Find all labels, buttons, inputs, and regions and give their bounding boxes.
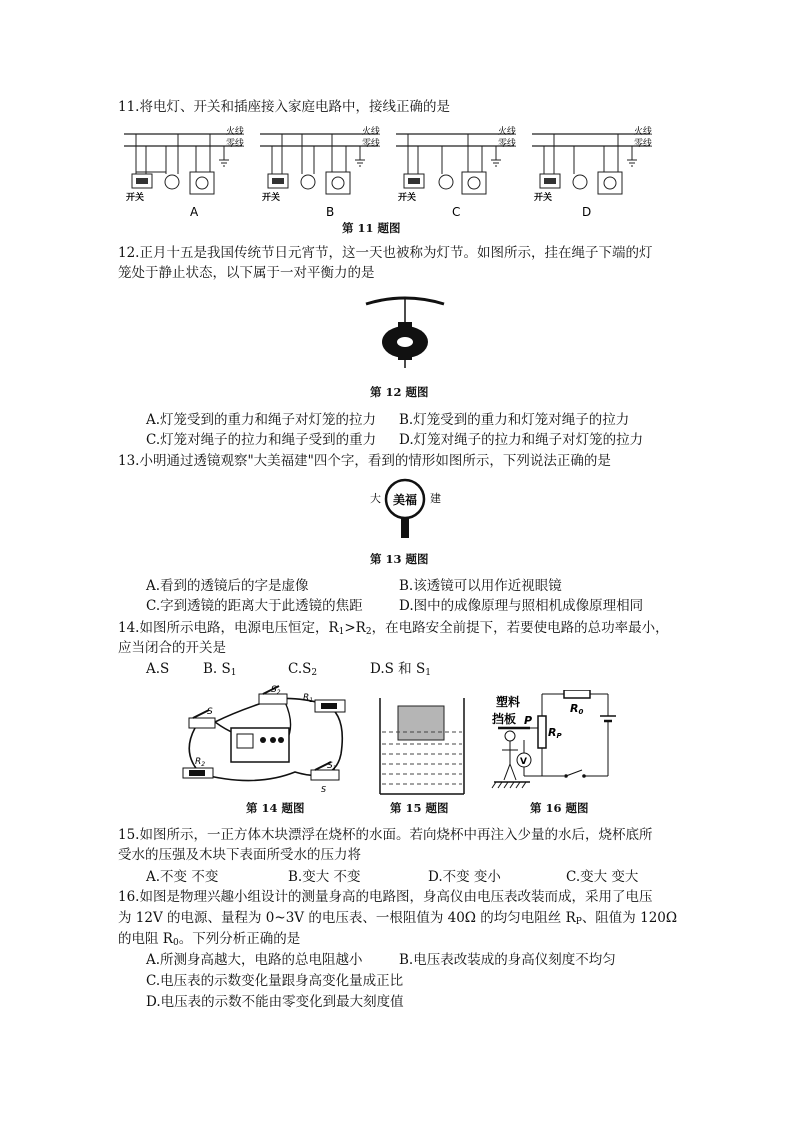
switch-s-icon (189, 718, 215, 728)
q15-stem-line1: 15.如图所示，一正方体木块漂浮在烧杯的水面。若向烧杯中再注入少量的水后，烧杯底所 (118, 827, 653, 843)
power-supply-icon (231, 728, 289, 762)
q15-stem-line2: 受水的压强及木块下表面所受水的压力将 (118, 847, 361, 863)
q14-label-r1: $R_2$ (195, 757, 206, 768)
person-icon (505, 731, 515, 741)
q11-option-a: A (190, 205, 199, 219)
q11-switch-label: 开关 (398, 193, 417, 203)
q13-stem: 13.小明通过透镜观察"大美福建"四个字，看到的情形如图所示，下列说法正确的是 (118, 453, 611, 469)
q13-char-left: 大 (370, 492, 381, 505)
q14-label-r2: $R_1$ (303, 693, 314, 704)
q12-option-a: A.灯笼受到的重力和绳子对灯笼的拉力 (146, 412, 377, 428)
q11-circuit-a (124, 125, 244, 219)
resistor-r0-icon (564, 690, 590, 698)
q14-label-s2: $S_2$ (271, 685, 281, 696)
q13-char-right: 建 (430, 492, 441, 505)
q11-neutral-label: 零线 (634, 139, 653, 149)
q16-stem-line1: 16.如图是物理兴趣小组设计的测量身高的电路图，身高仪由电压表改装而成，采用了电压 (118, 889, 653, 905)
q11-live-label: 火线 (362, 127, 381, 137)
q14-circuit-figure (175, 684, 355, 796)
q11-bulb-icon (301, 175, 315, 189)
q14-label-s: S (207, 707, 213, 717)
q16-label-p: P (524, 714, 533, 727)
q11-switch-label: 开关 (262, 193, 281, 203)
q15-option-a: A.不变 不变 (146, 869, 219, 885)
q11-caption: 第 11 题图 (342, 221, 401, 235)
q16-caption: 第 16 题图 (530, 801, 589, 815)
q13-char-mid: 美福 (393, 493, 418, 507)
q11-neutral-label: 零线 (362, 139, 381, 149)
q13-option-c: C.字到透镜的距离大于此透镜的焦距 (146, 598, 363, 614)
q11-socket-icon (462, 172, 486, 194)
q16-label-r0: R0 (570, 702, 584, 716)
q16-option-d: D.电压表的示数不能由零变化到最大刻度值 (146, 994, 404, 1010)
q11-neutral-label: 零线 (226, 139, 245, 149)
q11-circuit-c (396, 125, 516, 219)
q13-option-b: B.该透镜可以用作近视眼镜 (399, 578, 562, 594)
q11-socket-icon (326, 172, 350, 194)
q15-caption: 第 15 题图 (390, 801, 449, 815)
q14-stem-line2: 应当闭合的开关是 (118, 640, 226, 656)
q11-option-d: D (582, 205, 592, 219)
q16-option-b: B.电压表改装成的身高仪刻度不均匀 (399, 952, 616, 968)
q15-option-b: B.变大 不变 (288, 869, 361, 885)
q14-option-c: $C.S_2$ (288, 661, 318, 678)
wood-block-icon (398, 706, 444, 740)
q13-option-a: A.看到的透镜后的字是虚像 (146, 578, 309, 594)
q11-neutral-label: 零线 (498, 139, 517, 149)
q14-caption: 第 14 题图 (246, 801, 305, 815)
q14-stem-line1: 14.如图所示电路，电源电压恒定，$R_1>R_2$，在电路安全前提下，若要使电路的总功率最小， (118, 620, 669, 637)
q16-label-plastic: 塑料 (496, 695, 521, 709)
q11-live-label: 火线 (226, 127, 245, 137)
q16-stem-line2: 为 12V 的电源、量程为 0~3V 的电压表、一根阻值为 40Ω 的均匀电阻丝 $R_P$、阻值为 120Ω (118, 910, 678, 927)
q14-option-d: D.S 和 $S_1$ (370, 661, 431, 678)
q14-option-a: A.S (146, 661, 170, 677)
q11-socket-icon (190, 172, 214, 194)
q11-stem: 11.将电灯、开关和插座接入家庭电路中，接线正确的是 (118, 99, 450, 115)
q11-option-c: C (452, 205, 461, 219)
q16-circuit-figure (490, 690, 620, 798)
q13-caption: 第 13 题图 (370, 552, 429, 566)
q16-option-a: A.所测身高越大，电路的总电阻越小 (146, 952, 363, 968)
q16-label-v: V (520, 757, 527, 767)
q11-socket-icon (598, 172, 622, 194)
q11-option-b: B (326, 205, 335, 219)
q11-switch-label: 开关 (534, 193, 553, 203)
q12-stem-line2: 笼处于静止状态，以下属于一对平衡力的是 (118, 265, 375, 281)
q16-stem-line3: 的电阻 $R_0$。下列分析正确的是 (118, 931, 301, 948)
q11-bulb-icon (165, 175, 179, 189)
q11-switch-label: 开关 (126, 193, 145, 203)
q12-option-b: B.灯笼受到的重力和灯笼对绳子的拉力 (399, 412, 630, 428)
q11-figure (118, 124, 658, 220)
q11-circuit-b (260, 125, 380, 219)
q11-bulb-icon (439, 175, 453, 189)
q15-option-d: D.不变 变小 (428, 869, 501, 885)
q16-option-c: C.电压表的示数变化量跟身高变化量成正比 (146, 973, 404, 989)
q15-option-c: C.变大 变大 (566, 869, 639, 885)
resistor-rp-icon (538, 716, 546, 748)
q14-label-s1: $S_1$ (327, 761, 337, 772)
q11-bulb-icon (573, 175, 587, 189)
q16-label-plate: 挡板 (492, 712, 517, 726)
q13-option-d: D.图中的成像原理与照相机成像原理相同 (399, 598, 644, 614)
q16-label-rp: RP (548, 726, 562, 740)
q12-lantern-figure (360, 290, 450, 372)
q14-label-s-bottom: S (321, 785, 327, 794)
q11-circuit-d (532, 125, 652, 219)
q15-beaker-figure (376, 698, 468, 796)
q12-option-c: C.灯笼对绳子的拉力和绳子受到的重力 (146, 432, 377, 448)
q13-lens-figure (360, 478, 450, 540)
q11-live-label: 火线 (498, 127, 517, 137)
q12-caption: 第 12 题图 (370, 385, 429, 399)
switch-s2-icon (259, 694, 287, 704)
q11-live-label: 火线 (634, 127, 653, 137)
q12-stem-line1: 12.正月十五是我国传统节日元宵节，这一天也被称为灯节。如图所示，挂在绳子下端的灯 (118, 245, 653, 261)
q12-option-d: D.灯笼对绳子的拉力和绳子对灯笼的拉力 (399, 432, 644, 448)
q14-option-b: B. $S_1$ (203, 661, 237, 678)
